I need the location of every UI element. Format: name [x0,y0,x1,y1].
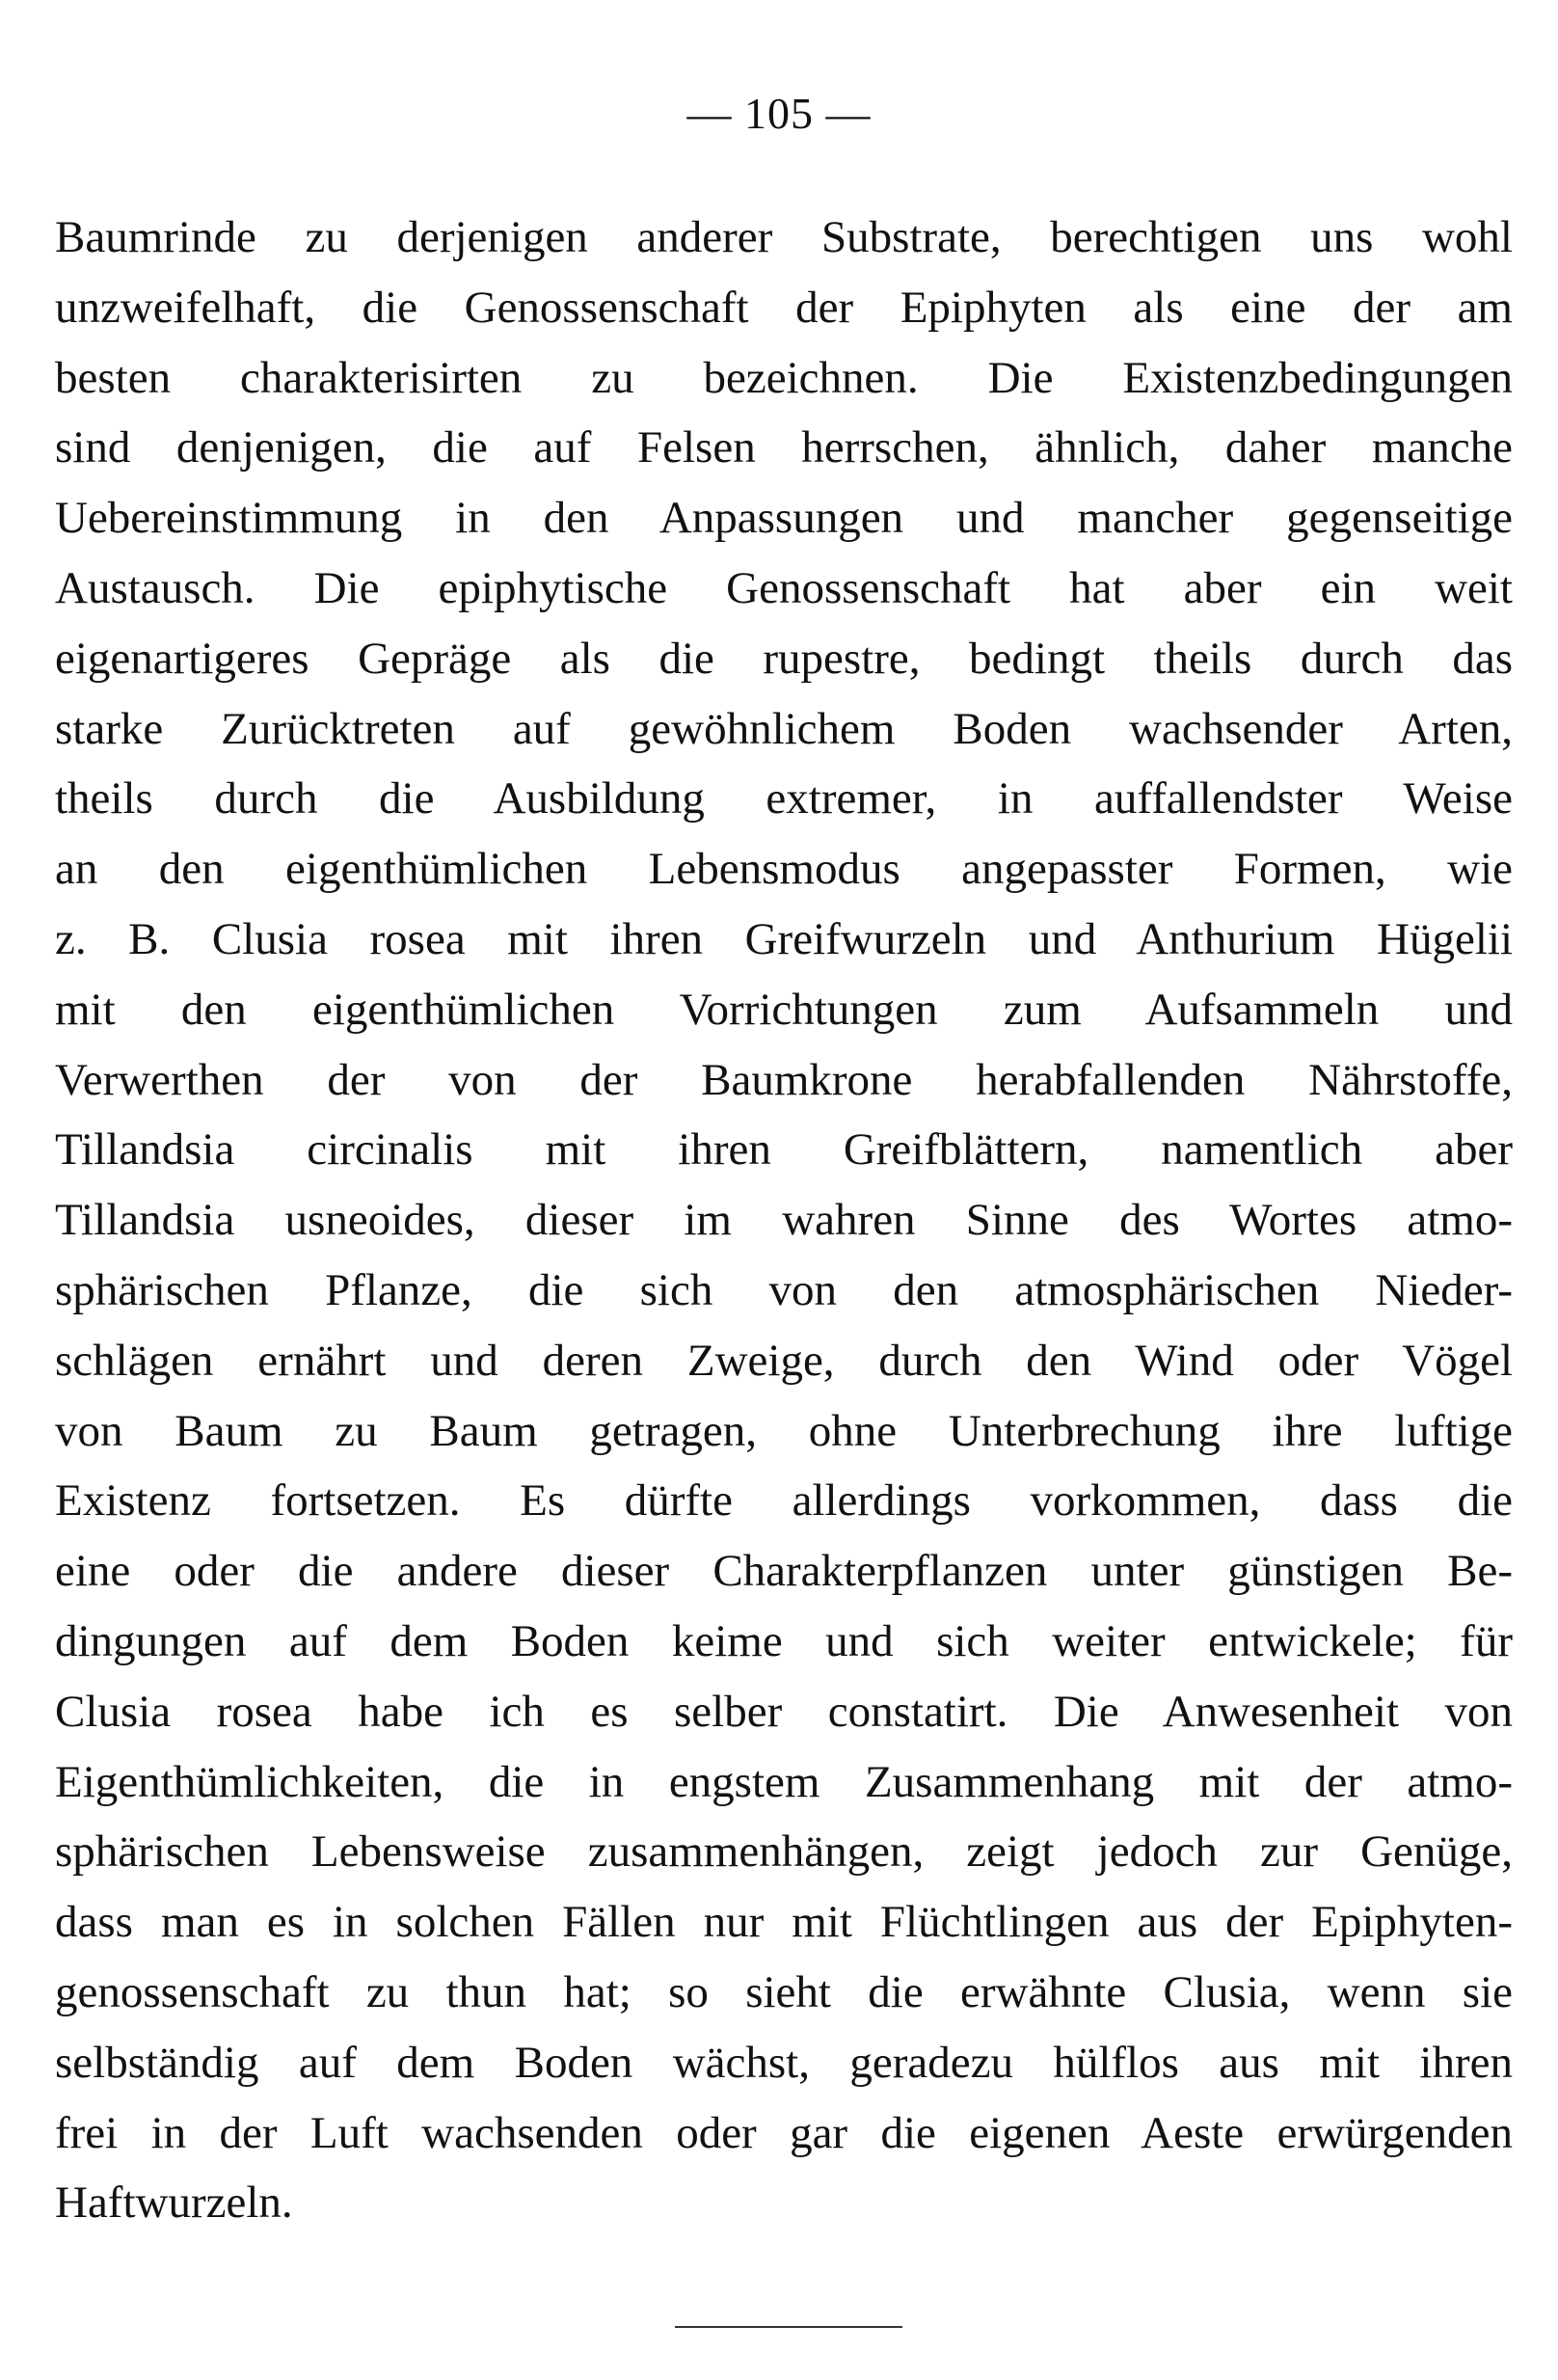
text-line: selbständig auf dem Boden wächst, geradezu hülflos aus mit ihren [55,2037,1513,2088]
text-line: eigenartigeres Gepräge als die rupestre, bedingt theils durch das [55,633,1513,684]
text-line: Tillandsia circinalis mit ihren Greifblättern, namentlich aber [55,1124,1513,1176]
text-line: Baumrinde zu derjenigen anderer Substrate, berechtigen uns wohl [55,212,1513,262]
text-line: eine oder die andere dieser Charakterpflanzen unter günstigen Be- [55,1546,1513,1597]
text-line: Uebereinstimmung in den Anpassungen und mancher gegenseitige [55,493,1513,544]
footer-rule [675,2326,902,2328]
body-paragraph [55,203,1513,2238]
text-line: an den eigenthümlichen Lebensmodus angepasster Formen, wie [55,844,1513,895]
text-line: besten charakterisirten zu bezeichnen. Die Existenzbedingungen [55,352,1513,403]
text-line: z. B. Clusia rosea mit ihren Greifwurzeln und Anthurium Hügelii [55,913,1513,964]
text-line: Clusia rosea habe ich es selber constatirt. Die Anwesenheit von [55,1686,1513,1737]
text-line: Tillandsia usneoides, dieser im wahren Sinne des Wortes atmo- [55,1195,1513,1246]
page-number: — 105 — [686,89,872,138]
text-line: Austausch. Die epiphytische Genossenschaft hat aber ein weit [55,562,1513,613]
text-line-last: Haftwurzeln. [55,2177,293,2229]
text-line: starke Zurücktreten auf gewöhnlichem Boden wachsender Arten, [55,703,1513,754]
text-line: theils durch die Ausbildung extremer, in auffallendster Weise [55,773,1513,825]
text-line: Eigenthümlichkeiten, die in engstem Zusammenhang mit der atmo- [55,1756,1513,1807]
text-line: mit den eigenthümlichen Vorrichtungen zum Aufsammeln und [55,984,1513,1035]
text-line: Existenz fortsetzen. Es dürfte allerdings vorkommen, dass die [55,1475,1513,1527]
text-line: dingungen auf dem Boden keime und sich weiter entwickele; für [55,1615,1513,1666]
text-line: sphärischen Lebensweise zusammenhängen, zeigt jedoch zur Genüge, [55,1826,1513,1878]
text-line: schlägen ernährt und deren Zweige, durch den Wind oder Vögel [55,1335,1513,1386]
text-line: unzweifelhaft, die Genossenschaft der Epiphyten als eine der am [55,282,1513,333]
text-line: genossenschaft zu thun hat; so sieht die erwähnte Clusia, wenn sie [55,1966,1513,2017]
text-line: von Baum zu Baum getragen, ohne Unterbrechung ihre luftige [55,1405,1513,1456]
text-line: frei in der Luft wachsenden oder gar die eigenen Aeste erwürgenden [55,2107,1513,2158]
text-line: sphärischen Pflanze, die sich von den atmosphärischen Nieder- [55,1264,1513,1315]
text-line: Verwerthen der von der Baumkrone herabfallenden Nährstoffe, [55,1054,1513,1105]
text-line: sind denjenigen, die auf Felsen herrschen, ähnlich, daher manche [55,422,1513,473]
text-line: dass man es in solchen Fällen nur mit Flüchtlingen aus der Epiphyten- [55,1897,1513,1948]
